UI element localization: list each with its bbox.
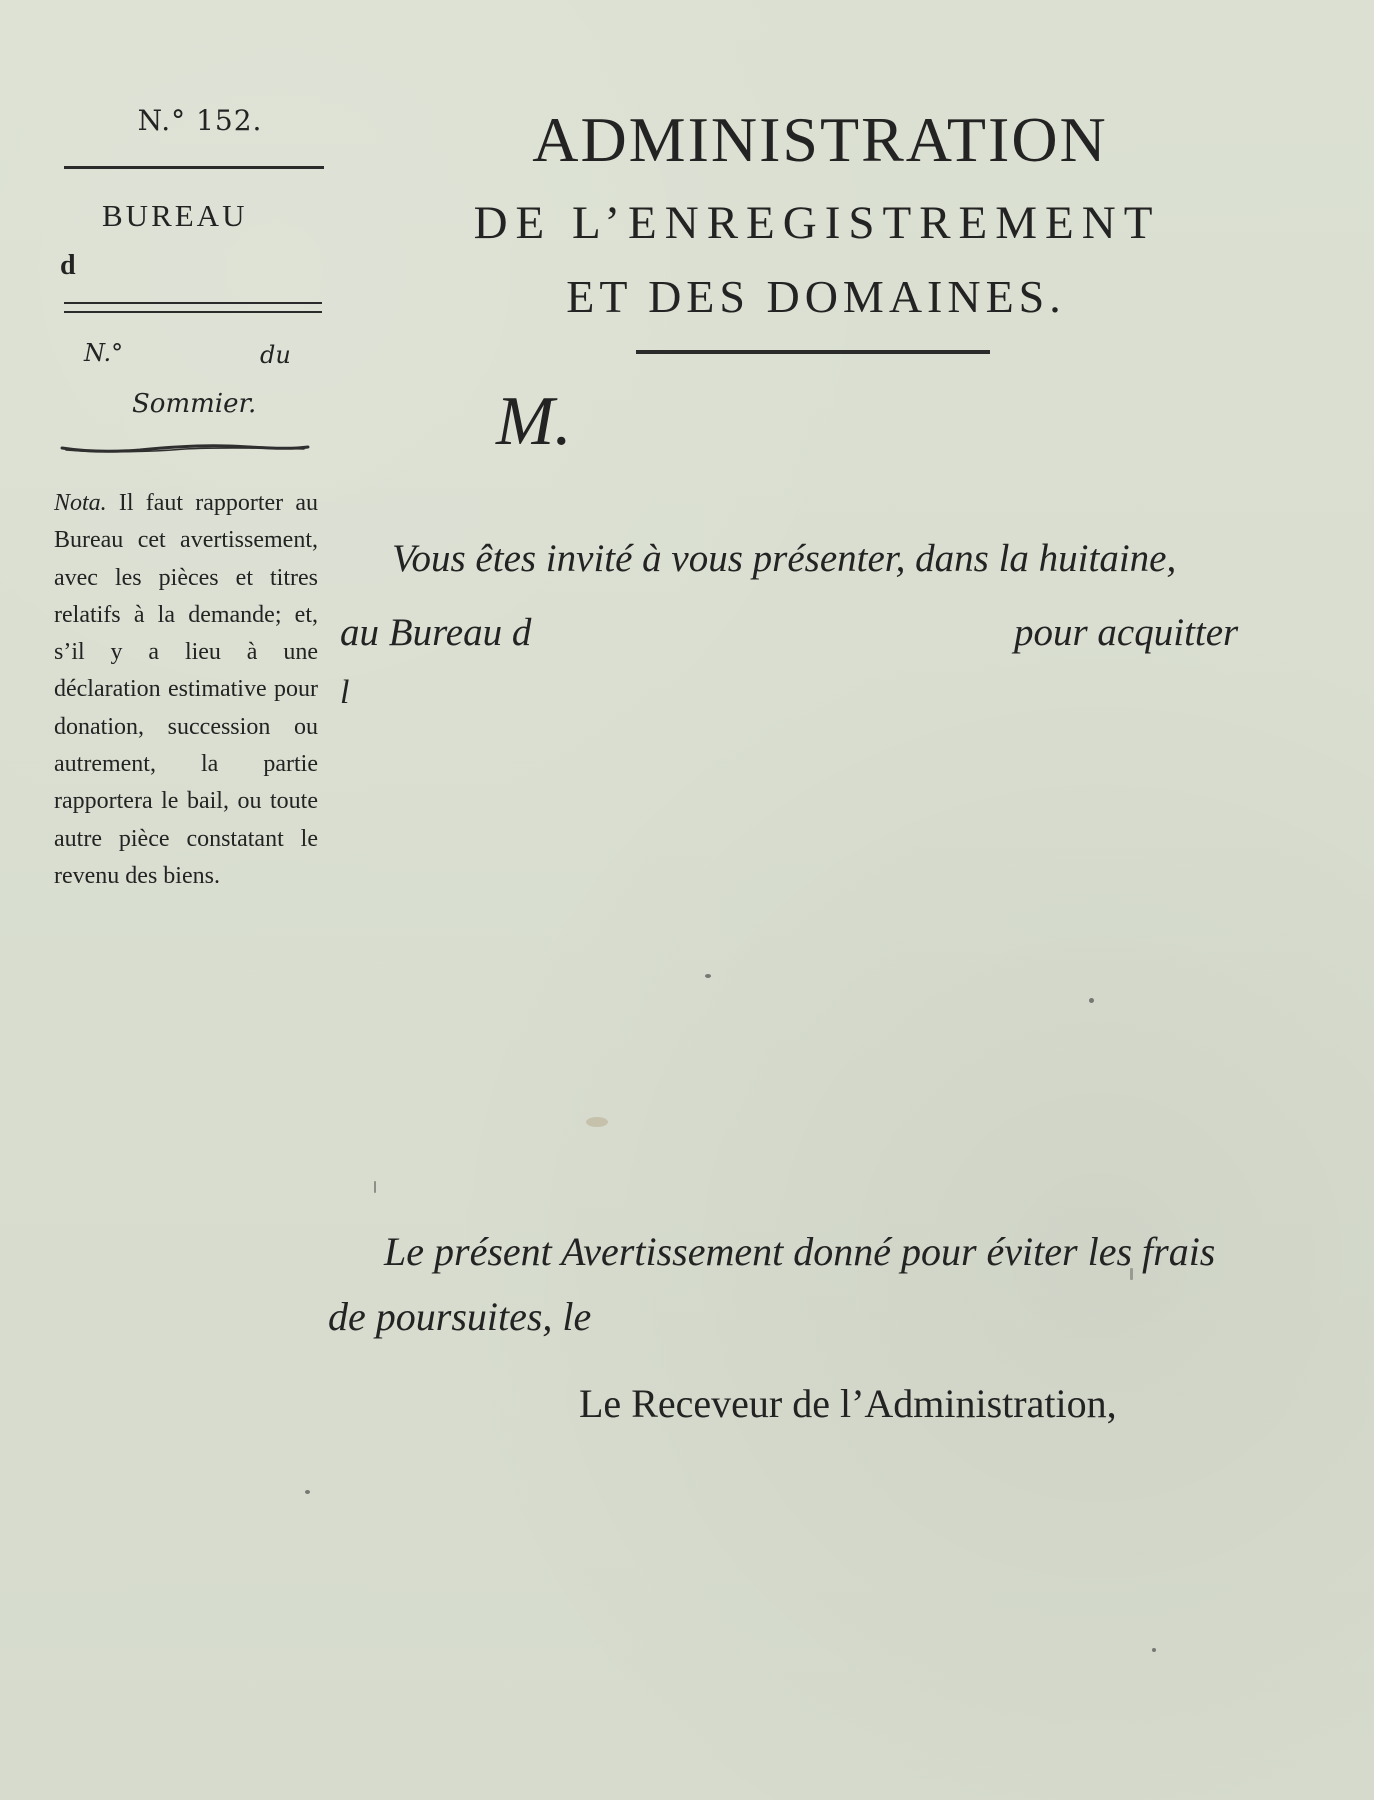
bureau-label: BUREAU (102, 198, 248, 233)
nota-paragraph (54, 485, 318, 895)
blank-marker: l (340, 674, 350, 711)
document-subtitle-line2: ET DES DOMAINES. (566, 271, 1066, 322)
nota-text: Il faut rapporter au Bureau cet avertissement, avec les pièces et titres relatifs à la demande; et, s’il y a lieu à une déclaration estimative pour donation, succession ou autrement, la partie rapportera le bail, ou toute autre pièce constatant le revenu des biens. (54, 490, 318, 889)
paper-speck (586, 1117, 608, 1127)
bureau-line-left: au Bureau d (340, 611, 532, 654)
document-subtitle-line1: DE L’ENREGISTREMENT (473, 197, 1161, 249)
notice-line-2: de poursuites, le (328, 1294, 592, 1339)
center-rule (636, 350, 990, 354)
left-top-rule (64, 166, 324, 169)
left-double-rule-top (64, 302, 322, 304)
receiver-signature-line: Le Receveur de l’Administration, (579, 1381, 1117, 1426)
ornament-rule (60, 440, 310, 456)
sommier-number-label: N.° (84, 339, 124, 367)
sommier-du-label: du (260, 341, 291, 369)
paper-speck (1130, 1268, 1133, 1280)
paper-speck (374, 1181, 376, 1193)
salutation: M. (496, 383, 572, 460)
nota-label: Nota. (54, 490, 107, 516)
document-title: ADMINISTRATION (532, 104, 1108, 175)
bureau-suffix: d (60, 250, 76, 281)
paper-speck (1089, 998, 1094, 1003)
notice-line-1: Le présent Avertissement donné pour éviter les frais (384, 1229, 1216, 1274)
sommier-word: Sommier. (132, 389, 257, 419)
paper-speck (1152, 1648, 1156, 1652)
invite-line: Vous êtes invité à vous présenter, dans la huitaine, (392, 537, 1177, 580)
left-double-rule-bottom (64, 311, 322, 313)
bureau-line-right: pour acquitter (1014, 611, 1239, 654)
paper-speck (305, 1490, 310, 1494)
form-number: N.° 152. (137, 104, 263, 137)
paper-speck (705, 974, 711, 978)
